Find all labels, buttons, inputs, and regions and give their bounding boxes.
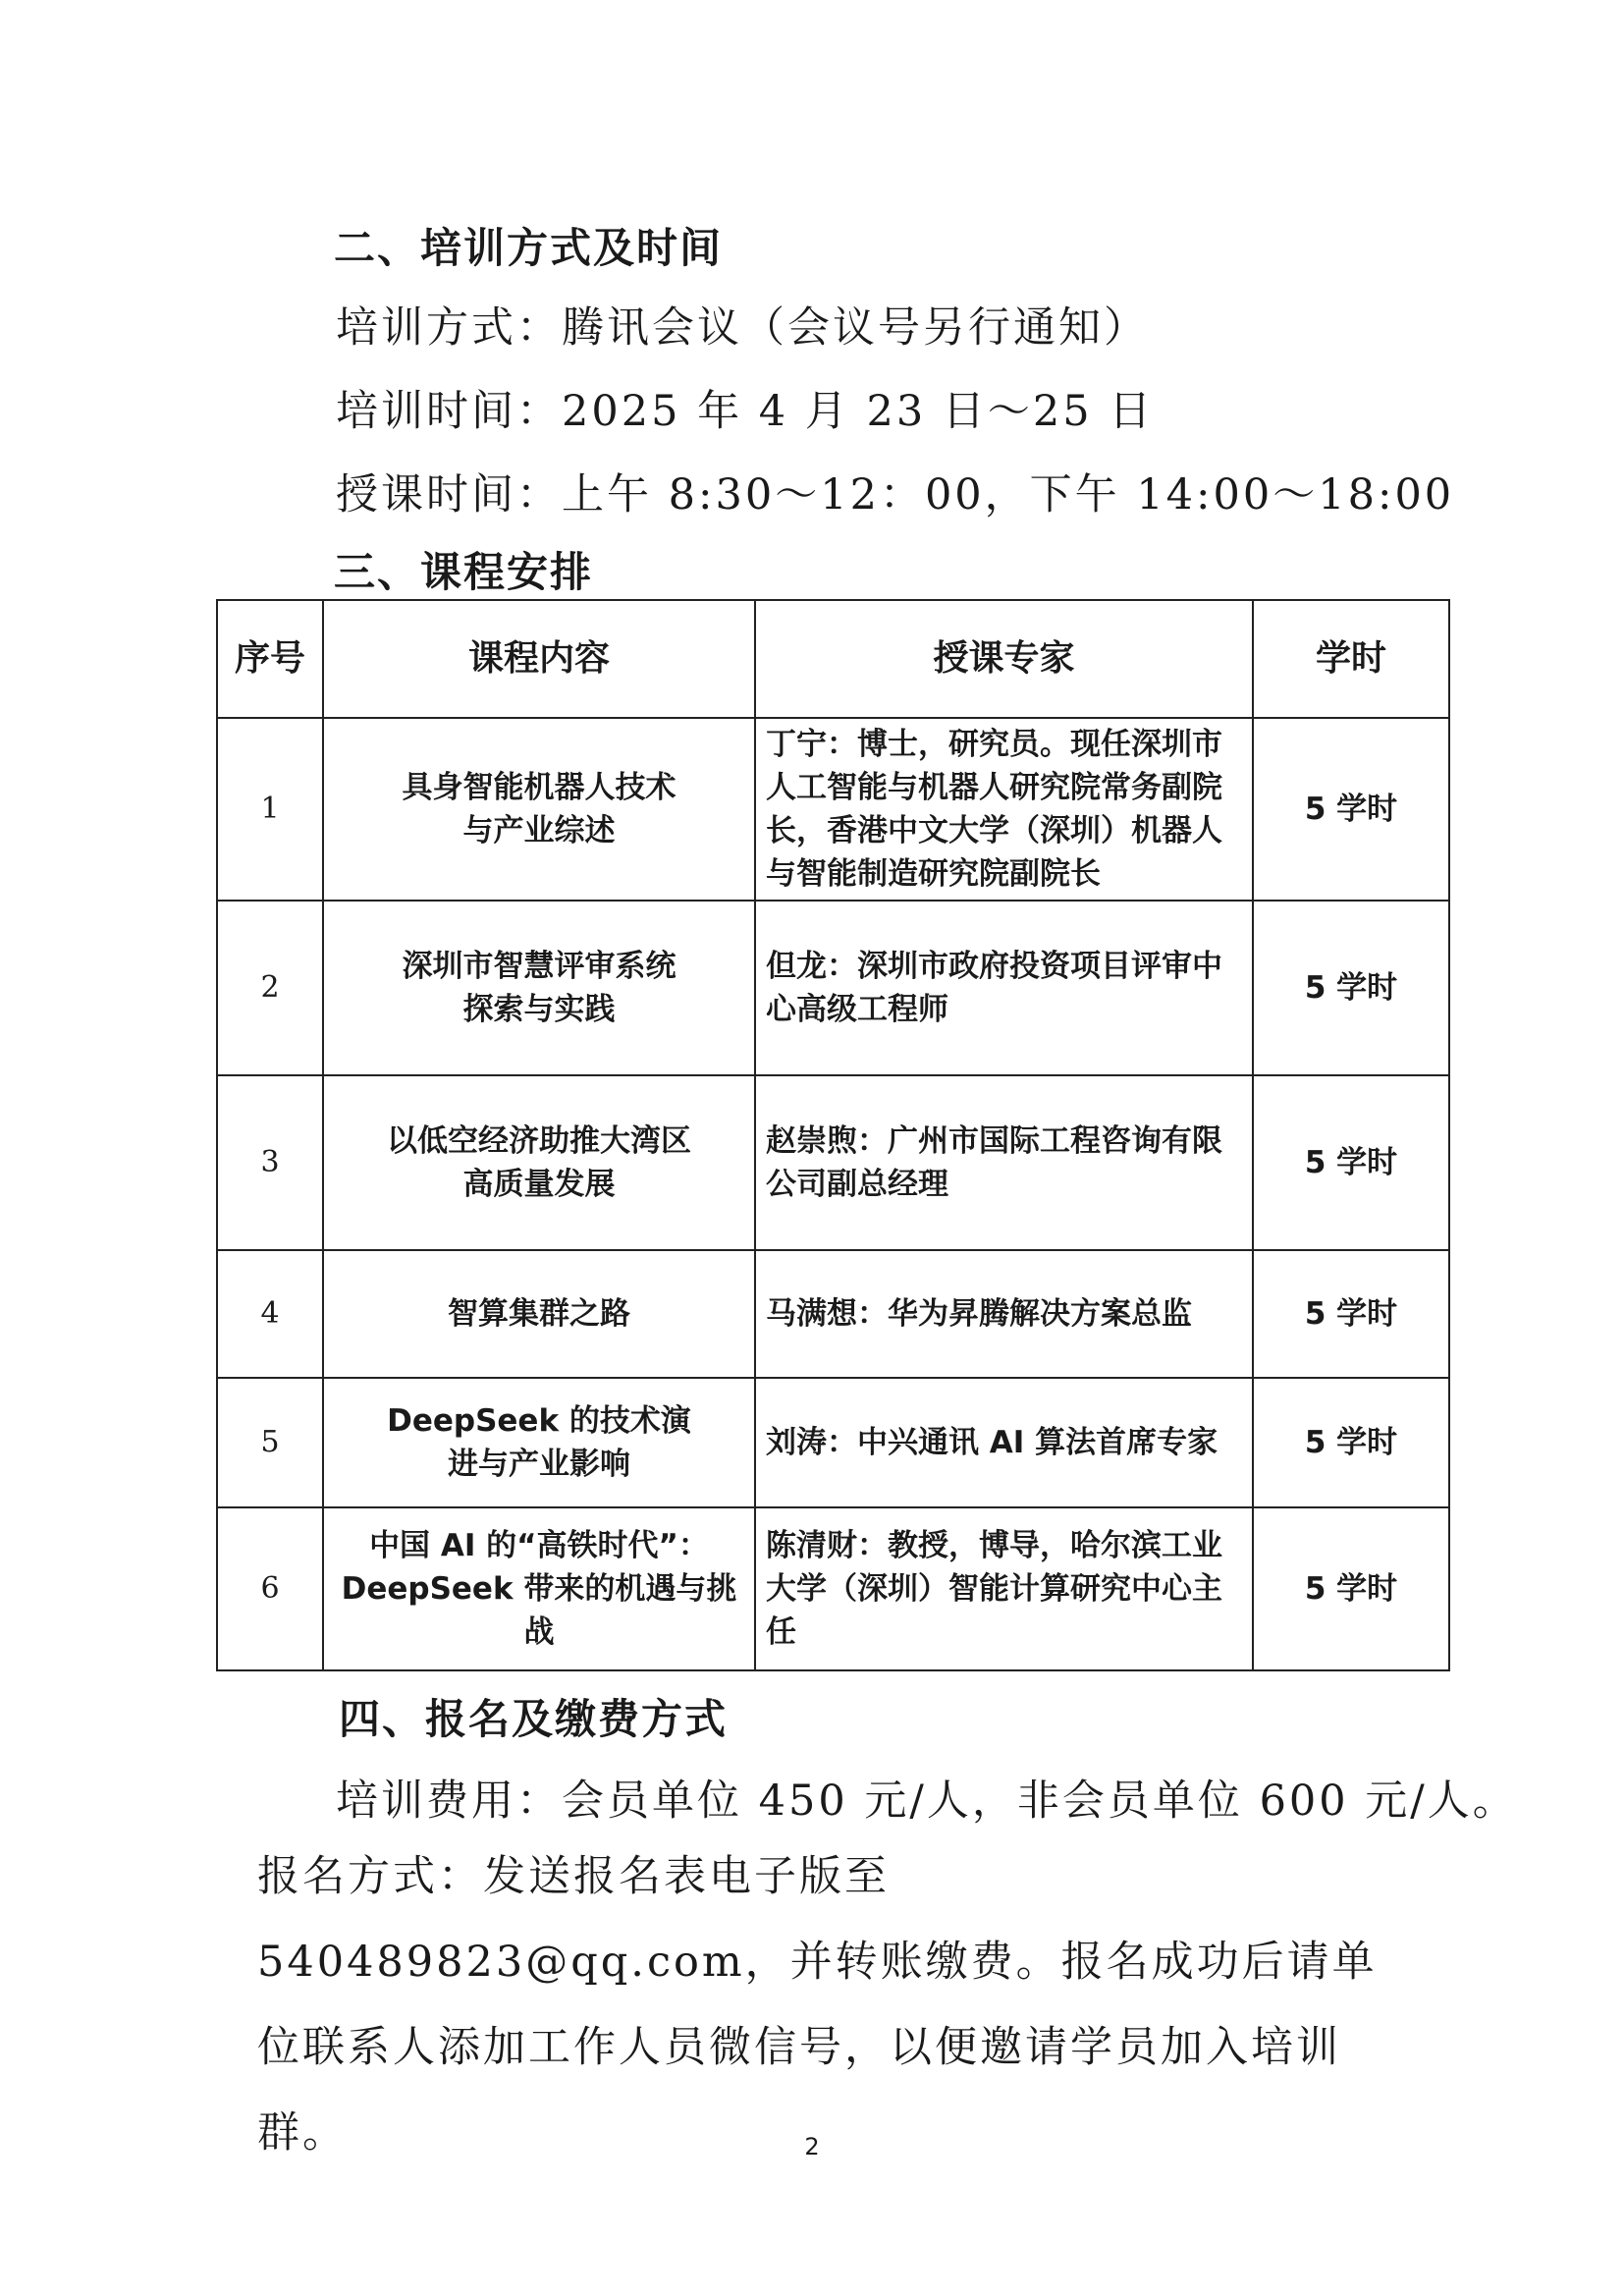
table-row bbox=[217, 718, 1449, 901]
course-content: 具身智能机器人技术与产业综述 bbox=[323, 718, 755, 901]
row-number: 4 bbox=[217, 1250, 323, 1378]
training-fee-line: 培训费用：会员单位 450 元/人，非会员单位 600 元/人。 bbox=[336, 1777, 1518, 1826]
course-content: 深圳市智慧评审系统探索与实践 bbox=[323, 901, 755, 1075]
row-number: 5 bbox=[217, 1378, 323, 1507]
course-content: 智算集群之路 bbox=[323, 1250, 755, 1378]
course-hours: 5 学时 bbox=[1253, 718, 1449, 901]
training-method-line: 培训方式：腾讯会议（会议号另行通知） bbox=[336, 303, 1149, 353]
course-content: 中国 AI 的“高铁时代”：DeepSeek 带来的机遇与挑战 bbox=[323, 1507, 755, 1670]
row-number: 1 bbox=[217, 718, 323, 901]
section-heading-training-method: 二、培训方式及时间 bbox=[334, 224, 724, 272]
course-expert: 丁宁：博士，研究员。现任深圳市人工智能与机器人研究院常务副院长，香港中文大学（深圳）机器人与智能制造研究院副院长 bbox=[755, 718, 1253, 901]
course-expert: 但龙：深圳市政府投资项目评审中心高级工程师 bbox=[755, 901, 1253, 1075]
registration-method-paragraph: 报名方式：发送报名表电子版至 540489823@qq.com，并转账缴费。报名成功后请单位联系人添加工作人员微信号，以便邀请学员加入培训群。 bbox=[257, 1852, 1378, 2158]
table-row bbox=[217, 1250, 1449, 1378]
section-heading-course-schedule: 三、课程安排 bbox=[334, 548, 594, 596]
table-header-row bbox=[217, 600, 1449, 718]
section-heading-registration: 四、报名及缴费方式 bbox=[339, 1695, 729, 1743]
course-hours: 5 学时 bbox=[1253, 901, 1449, 1075]
table-row bbox=[217, 1507, 1449, 1670]
course-expert: 马满想：华为昇腾解决方案总监 bbox=[755, 1250, 1253, 1378]
course-hours: 5 学时 bbox=[1253, 1378, 1449, 1507]
teaching-hours-line: 授课时间：上午 8:30～12：00，下午 14:00～18:00 bbox=[336, 470, 1455, 519]
course-hours: 5 学时 bbox=[1253, 1507, 1449, 1670]
row-number: 3 bbox=[217, 1075, 323, 1250]
course-hours: 5 学时 bbox=[1253, 1075, 1449, 1250]
course-expert: 赵崇煦：广州市国际工程咨询有限公司副总经理 bbox=[755, 1075, 1253, 1250]
course-expert: 陈清财：教授，博导，哈尔滨工业大学（深圳）智能计算研究中心主任 bbox=[755, 1507, 1253, 1670]
column-header-course: 课程内容 bbox=[323, 600, 755, 718]
column-header-no: 序号 bbox=[217, 600, 323, 718]
row-number: 6 bbox=[217, 1507, 323, 1670]
course-expert: 刘涛：中兴通讯 AI 算法首席专家 bbox=[755, 1378, 1253, 1507]
page-number: 2 bbox=[804, 2133, 820, 2160]
row-number: 2 bbox=[217, 901, 323, 1075]
course-content: DeepSeek 的技术演进与产业影响 bbox=[323, 1378, 755, 1507]
table-row bbox=[217, 1075, 1449, 1250]
column-header-expert: 授课专家 bbox=[755, 600, 1253, 718]
course-hours: 5 学时 bbox=[1253, 1250, 1449, 1378]
table-row bbox=[217, 901, 1449, 1075]
training-dates-line: 培训时间：2025 年 4 月 23 日～25 日 bbox=[336, 387, 1155, 436]
table-row bbox=[217, 1378, 1449, 1507]
course-schedule-table bbox=[216, 599, 1450, 1671]
course-content: 以低空经济助推大湾区高质量发展 bbox=[323, 1075, 755, 1250]
column-header-hours: 学时 bbox=[1253, 600, 1449, 718]
